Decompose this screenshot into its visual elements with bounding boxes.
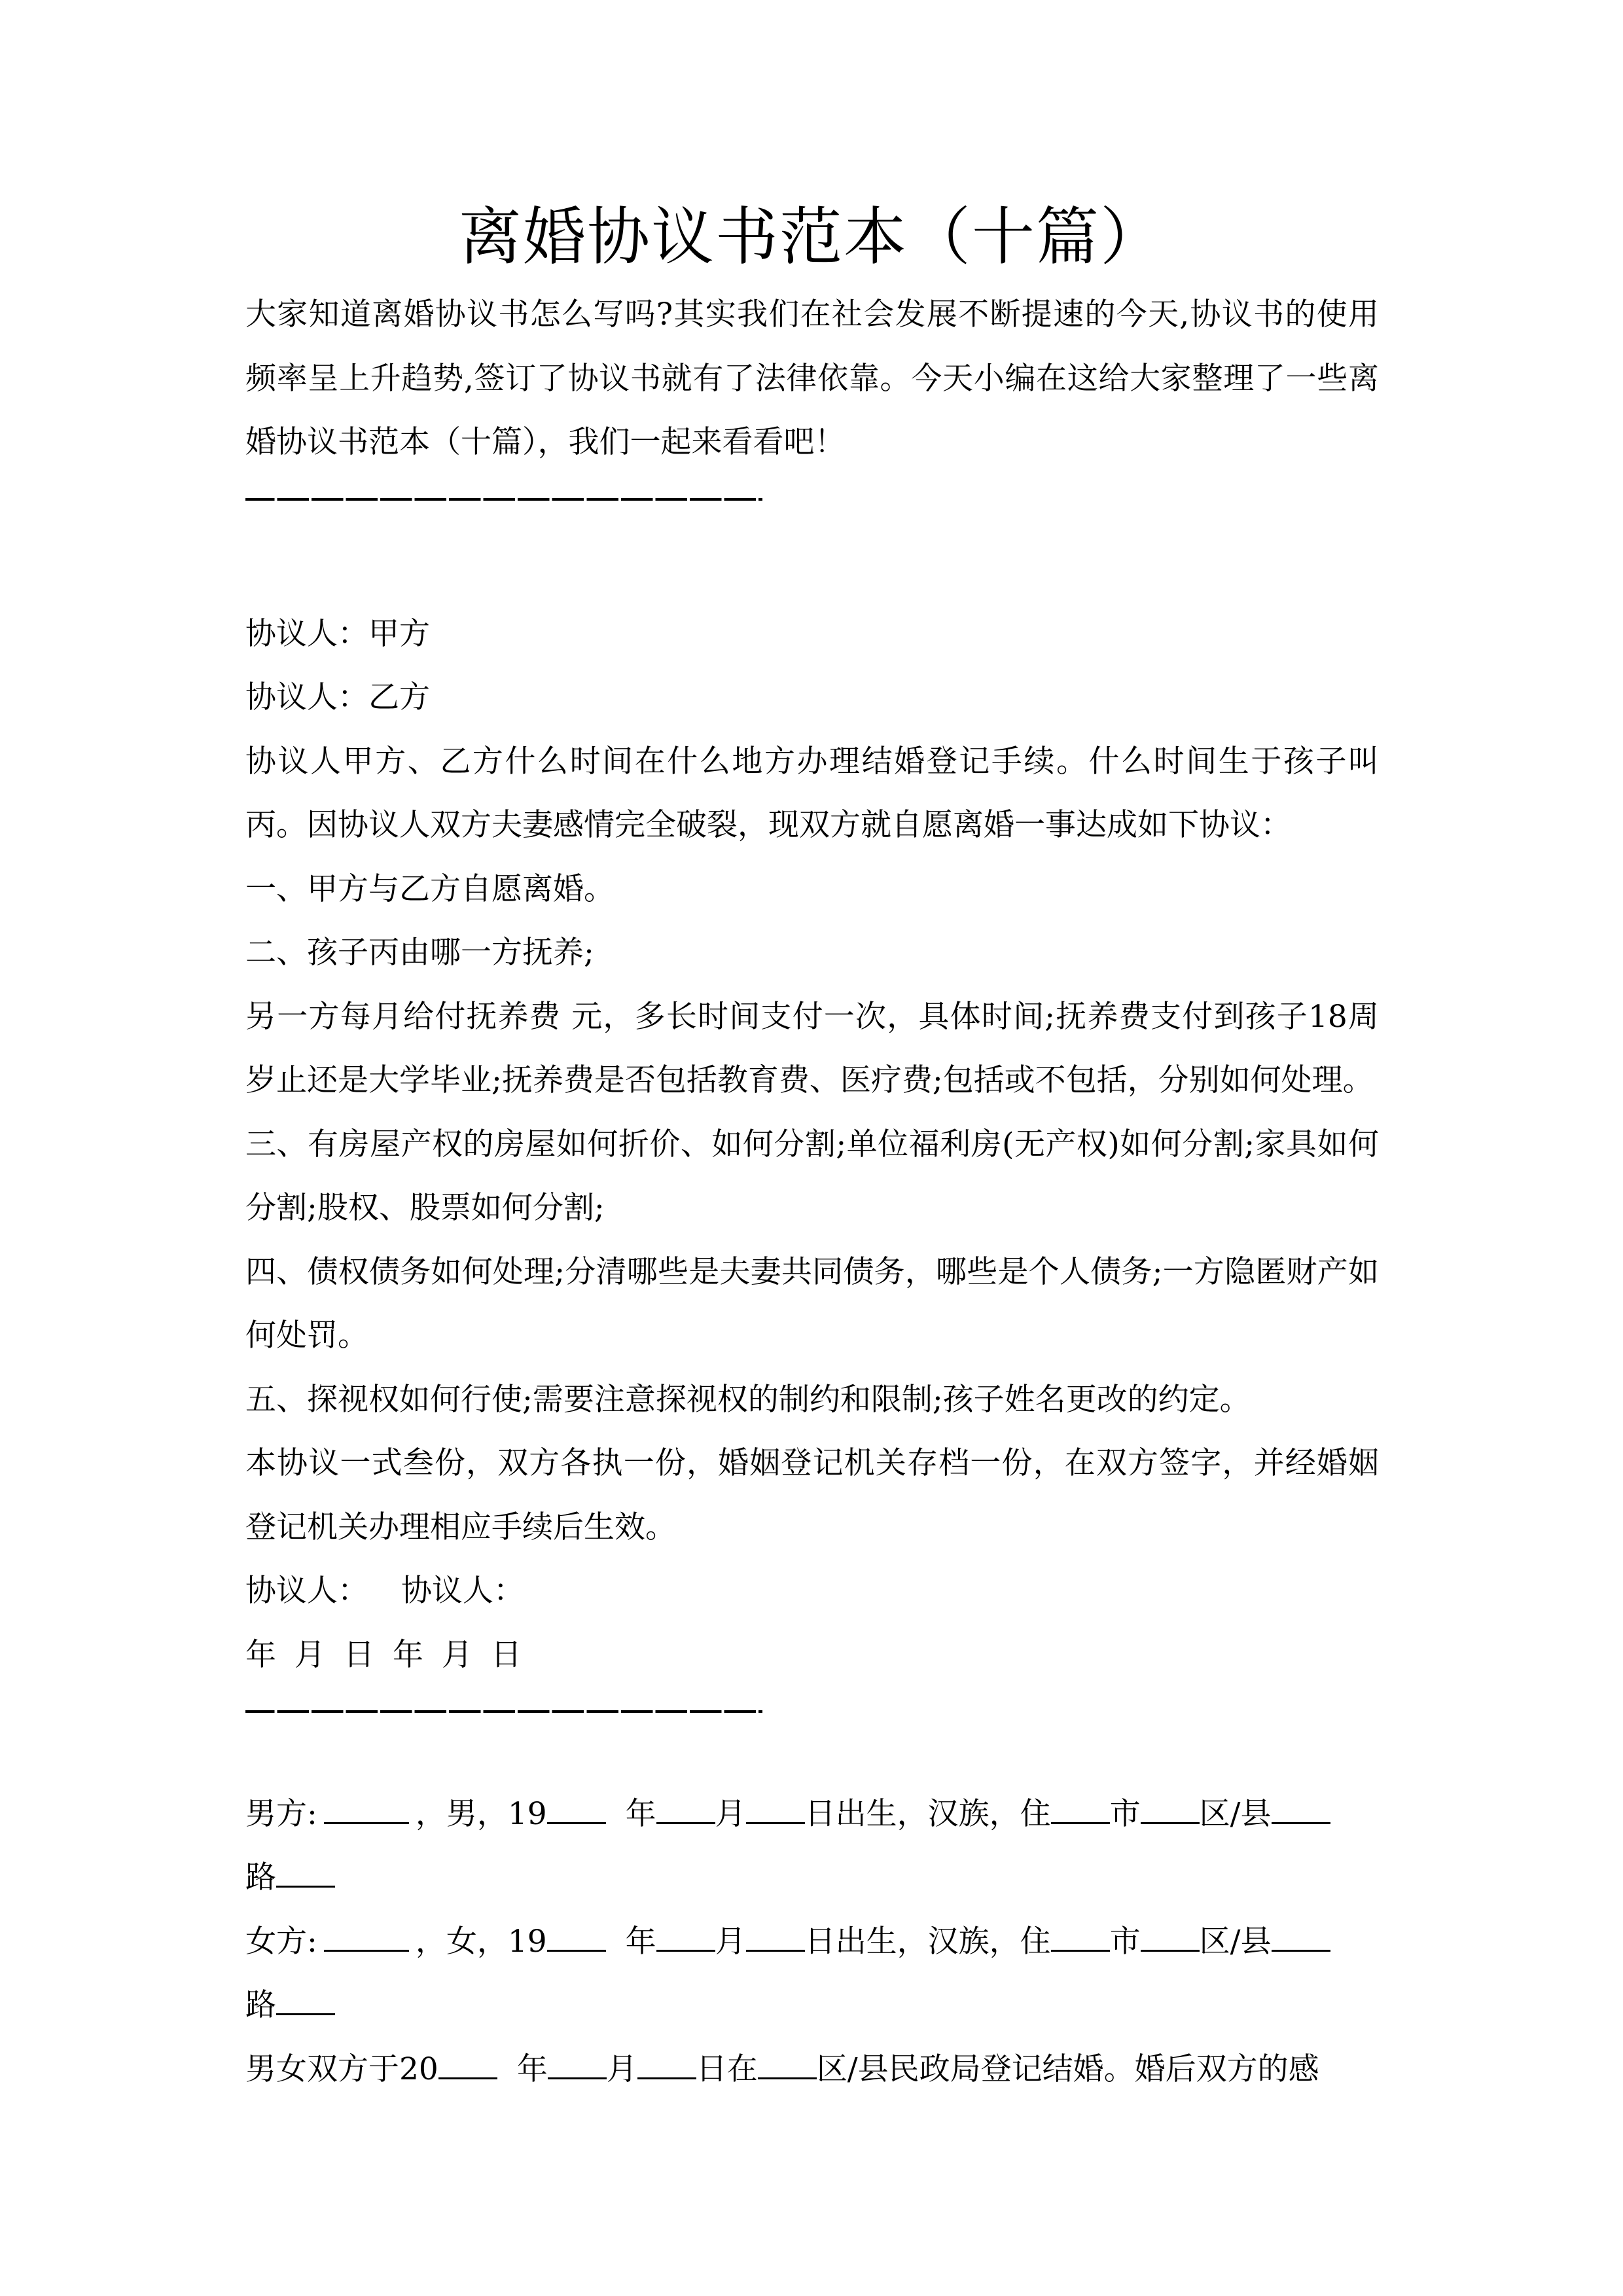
party-a-line: 协议人：甲方 [245,615,430,652]
female-birth-day-blank [746,1924,805,1952]
male-road-line [245,1846,1379,1910]
intro-paragraph: 大家知道离婚协议书怎么写吗?其实我们在社会发展不断提速的今天,协议书的使用频率呈上升趋势,签订了协议书就有了法律依靠。今天小编在这给大家整理了一些离婚协议书范本（十篇），我们一起来看看吧！ [245,296,1379,460]
marriage-district-blank [758,2051,817,2079]
male-label: 男方: [245,1795,317,1832]
dashed-rule [245,498,762,501]
female-birth-year-blank [547,1924,606,1952]
signature-label-a: 协议人： [245,1573,368,1609]
clause-3: 三、有房屋产权的房屋如何折价、如何分割;单位福利房(无产权)如何分割;家具如何分割;股权、股票如何分割; [245,1126,1379,1226]
male-city-blank [1051,1796,1110,1824]
date-day-a: 日 [344,1636,374,1673]
female-district-label: 区/县 [1199,1923,1272,1960]
female-name-blank [324,1924,409,1952]
document-title: 离婚协议书范本（十篇） [459,200,1164,274]
blank-line [245,538,1379,602]
document-body [245,283,1379,2101]
female-city-blank [1051,1924,1110,1952]
marriage-registration-line [245,2037,1379,2102]
female-birth-month-blank [656,1924,715,1952]
signature-line [245,1559,1379,1623]
date-year-a: 年 [245,1636,276,1673]
blank-line [245,1751,1379,1782]
clause-4: 四、债权债务如何处理;分清哪些是夫妻共同债务，哪些是个人债务;一方隐匿财产如何处罚。 [245,1253,1379,1354]
female-city-label: 市 [1109,1923,1141,1960]
date-line [245,1623,1379,1687]
date-month-b: 月 [442,1636,473,1673]
clause-2-detail: 另一方每月给付抚养费 元，多长时间支付一次，具体时间;抚养费支付到孩子18周岁止还是大学毕业;抚养费是否包括教育费、医疗费;包括或不包括，分别如何处理。 [245,998,1379,1098]
section-divider [245,475,1379,539]
marriage-prefix: 男女双方于20 [245,2051,438,2087]
male-day-label: 日出生，汉族，住 [804,1795,1051,1832]
male-road-label: 路 [245,1859,276,1895]
female-year-label: 年 [625,1923,656,1960]
female-day-label: 日出生，汉族，住 [804,1923,1051,1960]
validity-clause: 本协议一式叁份，双方各执一份，婚姻登记机关存档一份，在双方签字，并经婚姻登记机关办理相应手续后生效。 [245,1445,1379,1545]
male-birth-month-blank [656,1796,715,1824]
preamble-paragraph: 协议人甲方、乙方什么时间在什么地方办理结婚登记手续。什么时间生于孩子叫丙。因协议人双方夫妻感情完全破裂，现双方就自愿离婚一事达成如下协议： [245,743,1379,843]
male-birth-day-blank [746,1796,805,1824]
female-road-line [245,1973,1379,2037]
date-year-b: 年 [393,1636,423,1673]
clause-5: 五、探视权如何行使;需要注意探视权的制约和限制;孩子姓名更改的约定。 [245,1381,1251,1418]
signature-label-b: 协议人： [401,1573,524,1609]
male-birth-year-blank [547,1796,606,1824]
marriage-year-label: 年 [516,2051,548,2087]
marriage-day-blank [637,2051,696,2079]
male-road-name-blank [1272,1796,1330,1824]
female-label: 女方: [245,1923,317,1960]
male-year-label: 年 [625,1795,656,1832]
female-info-line [245,1910,1379,1974]
date-day-b: 日 [491,1636,522,1673]
male-district-label: 区/县 [1199,1795,1272,1832]
clause-2: 二、孩子丙由哪一方抚养; [245,935,594,971]
marriage-year-blank [438,2051,497,2079]
female-road-number-blank [276,1987,335,2015]
party-b-line: 协议人：乙方 [245,679,430,715]
clause-1: 一、甲方与乙方自愿离婚。 [245,870,615,907]
male-gender: ，男，19 [415,1795,547,1832]
female-gender: ，女，19 [415,1923,547,1960]
section-divider-2 [245,1687,1379,1751]
dashed-rule [245,1710,762,1713]
male-name-blank [324,1796,409,1824]
date-month-a: 月 [294,1636,325,1673]
male-info-line [245,1782,1379,1846]
marriage-month-blank [548,2051,607,2079]
male-month-label: 月 [715,1795,746,1832]
male-city-label: 市 [1109,1795,1141,1832]
female-district-blank [1141,1924,1200,1952]
female-month-label: 月 [715,1923,746,1960]
marriage-day-label: 日在 [696,2051,758,2087]
male-road-number-blank [276,1859,335,1888]
female-road-name-blank [1272,1924,1330,1952]
marriage-suffix: 区/县民政局登记结婚。婚后双方的感 [816,2051,1319,2087]
female-road-label: 路 [245,1987,276,2023]
male-district-blank [1141,1796,1200,1824]
marriage-month-label: 月 [606,2051,637,2087]
